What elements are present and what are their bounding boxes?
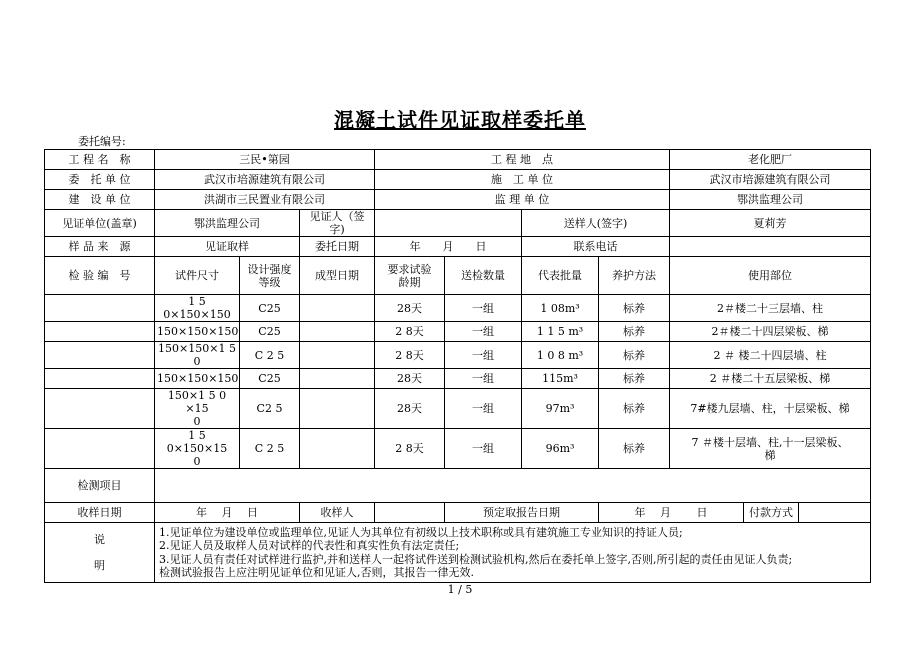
- note-line: 3.见证人员有责任对试样进行监护,并和送样人一起将试件送到检测试验机构,然后在委托单上签字,否则,所引起的责任由见证人负责;: [159, 552, 793, 566]
- sample-batch: 1 1 5 m³: [522, 322, 599, 342]
- sample-part: 7 ＃楼十层墙、柱,十一层梁板、 梯: [670, 429, 871, 469]
- witness-unit-value: 鄂洪监理公司: [155, 210, 300, 237]
- sample-no: [45, 369, 155, 389]
- sample-row: [45, 369, 871, 389]
- form-title: 混凝土试件见证取样委托单: [334, 108, 586, 132]
- sample-qty: 一组: [445, 295, 522, 322]
- sample-size: 150×150×150: [155, 322, 240, 342]
- witness-unit-label: 见证单位(盖章): [45, 210, 155, 237]
- sample-qty: 一组: [445, 429, 522, 469]
- header-size: 试件尺寸: [155, 257, 240, 295]
- sample-no: [45, 389, 155, 429]
- supervisor-value: 鄂洪监理公司: [670, 190, 871, 210]
- sample-batch: 115m³: [522, 369, 599, 389]
- row-builder: [45, 190, 871, 210]
- sample-part: 2＃楼二十三层墙、柱: [670, 295, 871, 322]
- sample-size: 150×1 5 0 ×15 0: [155, 389, 240, 429]
- sample-qty: 一组: [445, 369, 522, 389]
- sample-size: 1 5 0×150×150: [155, 295, 240, 322]
- header-test-no: 检 验 编 号: [45, 257, 155, 295]
- sample-grade: C 2 5: [240, 429, 300, 469]
- header-mold-date: 成型日期: [300, 257, 375, 295]
- project-location-value: 老化肥厂: [670, 150, 871, 170]
- sample-row: [45, 322, 871, 342]
- row-client: [45, 170, 871, 190]
- header-grade: 设计强度 等级: [240, 257, 300, 295]
- entrust-date-label: 委托日期: [300, 237, 375, 257]
- supervisor-label: 监 理 单 位: [375, 190, 670, 210]
- sender-value: 夏莉芳: [670, 210, 871, 237]
- sample-header-row: [45, 257, 871, 295]
- project-name-label: 工 程 名 称: [45, 150, 155, 170]
- entrust-date-value: 年 月 日: [375, 237, 522, 257]
- receive-date-label: 收样日期: [45, 503, 155, 523]
- sample-age: 2 8天: [375, 342, 445, 369]
- row-project: [45, 150, 871, 170]
- project-location-label: 工 程 地 点: [375, 150, 670, 170]
- sample-grade: C2 5: [240, 389, 300, 429]
- sample-size: 1 5 0×150×15 0: [155, 429, 240, 469]
- sample-age: 2 8天: [375, 429, 445, 469]
- sample-date: [300, 369, 375, 389]
- sample-qty: 一组: [445, 322, 522, 342]
- sample-no: [45, 429, 155, 469]
- receiver-label: 收样人: [300, 503, 375, 523]
- sample-row: [45, 342, 871, 369]
- header-batch: 代表批量: [522, 257, 599, 295]
- sample-cure: 标养: [599, 389, 670, 429]
- report-date-value: 年 月 日: [599, 503, 744, 522]
- sample-qty: 一组: [445, 389, 522, 429]
- test-items-label: 检测项目: [45, 469, 155, 503]
- receiver-value: [375, 503, 445, 523]
- sample-date: [300, 322, 375, 342]
- sample-no: [45, 322, 155, 342]
- header-location: 使用部位: [670, 257, 871, 295]
- constructor-value: 武汉市培源建筑有限公司: [670, 170, 871, 190]
- row-test-items: [45, 469, 871, 503]
- sample-cure: 标养: [599, 342, 670, 369]
- sample-cure: 标养: [599, 322, 670, 342]
- builder-label: 建 设 单 位: [45, 190, 155, 210]
- sample-batch: 1 0 8 m³: [522, 342, 599, 369]
- note-line: 2.见证人员及取样人员对试样的代表性和真实性负有法定责任;: [159, 539, 460, 552]
- note-line: 检测试验报告上应注明见证单位和见证人,否则，其报告一律无效.: [159, 566, 474, 579]
- notes-content: [155, 523, 871, 583]
- sample-grade: C 2 5: [240, 342, 300, 369]
- header-curing: 养护方法: [599, 257, 670, 295]
- row-witness: [45, 210, 871, 237]
- sample-grade: C25: [240, 295, 300, 322]
- sample-date: [300, 342, 375, 369]
- row-receive: [45, 503, 871, 523]
- sample-row: [45, 429, 871, 469]
- sample-qty: 一组: [445, 342, 522, 369]
- sample-size: 150×150×150: [155, 369, 240, 389]
- witness-value: [375, 210, 522, 237]
- sample-part: 2＃楼二十四层梁板、梯: [670, 322, 871, 342]
- sample-part: 2 ＃ 楼二十四层墙、柱: [670, 342, 871, 369]
- client-label: 委 托 单 位: [45, 170, 155, 190]
- sample-grade: C25: [240, 369, 300, 389]
- builder-value: 洪湖市三民置业有限公司: [155, 190, 375, 210]
- sample-cure: 标养: [599, 369, 670, 389]
- row-source: [45, 237, 871, 257]
- sample-date: [300, 295, 375, 322]
- header-quantity: 送检数量: [445, 257, 522, 295]
- sample-age: 28天: [375, 295, 445, 322]
- source-label: 样 品 来 源: [45, 237, 155, 257]
- sample-no: [45, 295, 155, 322]
- phone-value: [670, 237, 871, 257]
- test-items-value: [155, 469, 871, 503]
- page-number: 1 / 5: [447, 583, 473, 596]
- sample-cure: 标养: [599, 295, 670, 322]
- note-line: 1.见证单位为建设单位或监理单位,见证人为其单位有初级以上技术职称或具有建筑施工专业知识的持证人员;: [159, 525, 683, 539]
- sample-cure: 标养: [599, 429, 670, 469]
- sample-age: 28天: [375, 389, 445, 429]
- client-value: 武汉市培源建筑有限公司: [155, 170, 375, 190]
- witness-label: 见证人（签字): [300, 210, 375, 237]
- receive-date-value: 年 月 日: [155, 503, 300, 523]
- sample-batch: 96m³: [522, 429, 599, 469]
- sample-grade: C25: [240, 322, 300, 342]
- row-notes: [45, 523, 871, 583]
- sample-batch: 97m³: [522, 389, 599, 429]
- report-date-label: 预定取报告日期: [445, 503, 599, 523]
- header-age: 要求试验 龄期: [375, 257, 445, 295]
- sample-age: 28天: [375, 369, 445, 389]
- entrust-number-label: 委托编号:: [78, 135, 126, 148]
- sample-no: [45, 342, 155, 369]
- sample-batch: 1 08m³: [522, 295, 599, 322]
- constructor-label: 施 工 单 位: [375, 170, 670, 190]
- sample-row: [45, 295, 871, 322]
- sender-label: 送样人(签字): [522, 210, 670, 237]
- sample-date: [300, 389, 375, 429]
- notes-label: 说 明: [45, 523, 155, 583]
- sample-part: 7#楼九层墙、柱，十层梁板、梯: [670, 389, 871, 429]
- sample-part: 2 ＃楼二十五层梁板、梯: [670, 369, 871, 389]
- project-name-value: 三民•第园: [155, 150, 375, 170]
- entrust-form-table: [44, 149, 871, 583]
- sample-age: 2 8天: [375, 322, 445, 342]
- phone-label: 联系电话: [522, 237, 670, 257]
- sample-row: [45, 389, 871, 429]
- sample-size: 150×150×1 5 0: [155, 342, 240, 369]
- sample-date: [300, 429, 375, 469]
- payment-label: 付款方式: [744, 503, 799, 522]
- payment-value: [799, 503, 870, 522]
- source-value: 见证取样: [155, 237, 300, 257]
